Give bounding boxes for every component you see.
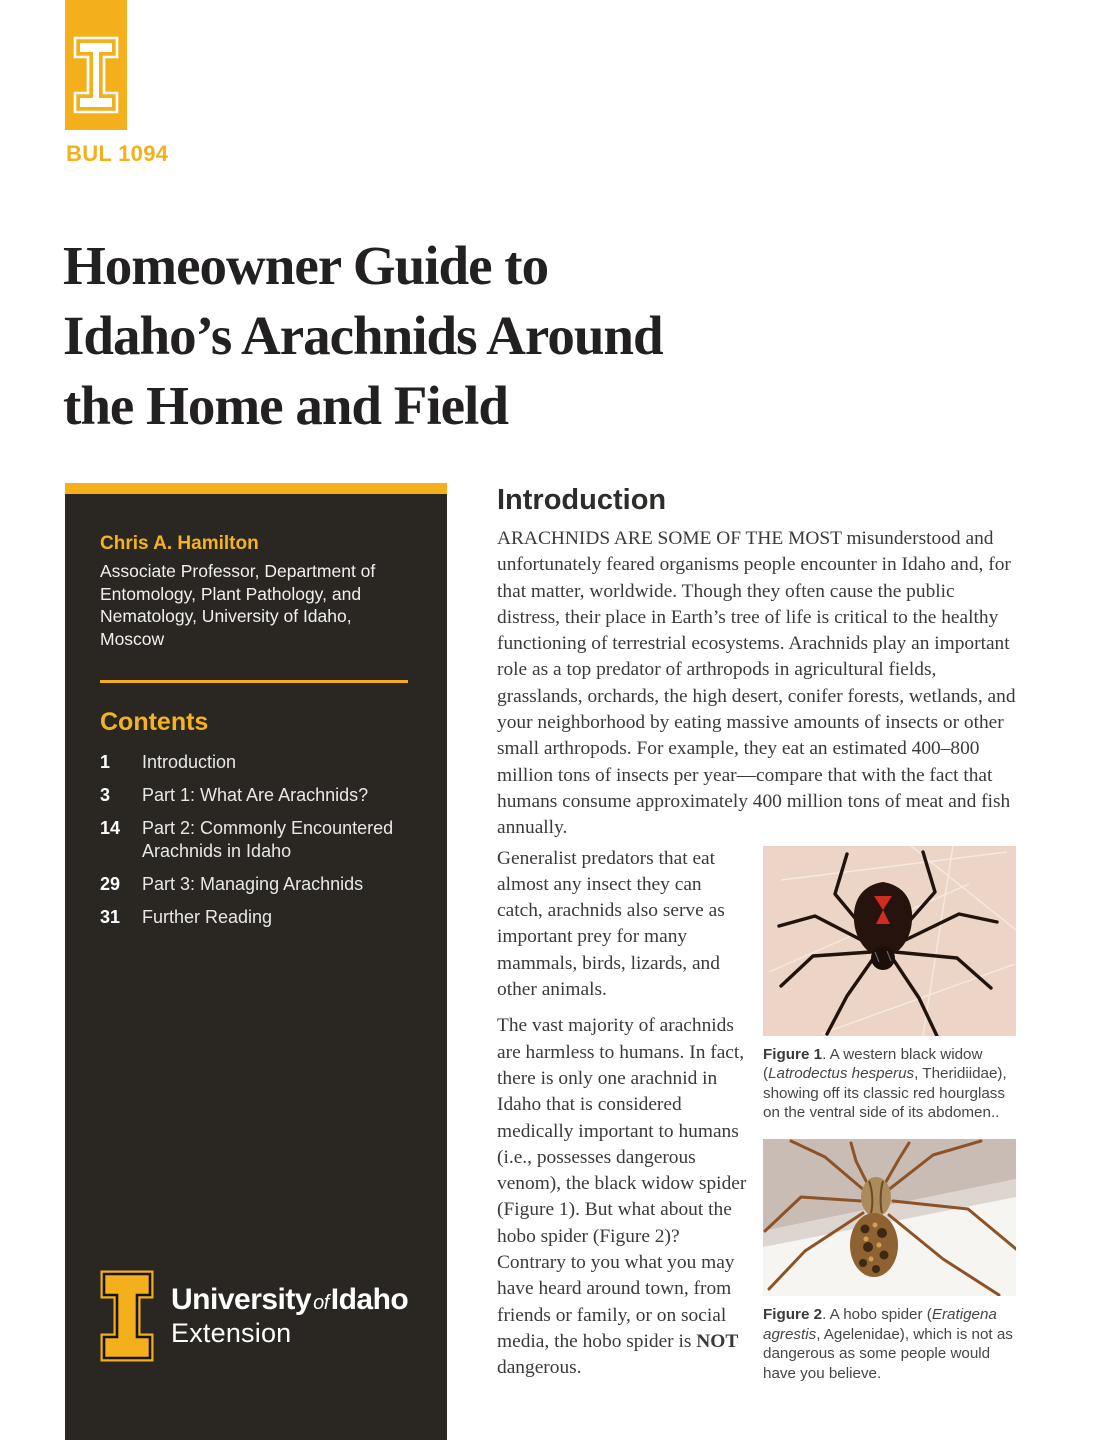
block-i-icon	[73, 36, 119, 114]
sidebar-gold-bar	[65, 483, 447, 494]
black-widow-photo	[763, 846, 1016, 1036]
intro-text-narrow	[497, 846, 747, 1384]
sidebar	[65, 483, 447, 1440]
extension-logo-text	[171, 1284, 408, 1348]
section-heading: Introduction	[497, 484, 667, 516]
toc-page-number: 3	[100, 785, 111, 805]
second-paragraph: The vast majority of arachnids are harmless to humans. In fact, there is only one arachnid in Idaho that is considered medically important to humans (i.e., possesses dangerous venom), the black widow spider (Figure 1). But what about the hobo spider (Figure 2)? Contrary to you what you may have heard around town, from friends or family, or on social media, the hobo spider is NOT dangerous.	[497, 1015, 747, 1379]
toc-entry-introduction	[100, 751, 412, 774]
logo-word-of: of	[313, 1292, 329, 1314]
toc-page-number: 31	[100, 907, 121, 927]
title-line-1: Homeowner Guide to	[63, 235, 549, 296]
university-of-idaho-flag-logo	[65, 0, 127, 130]
toc-label: Further Reading	[142, 907, 273, 927]
author-affiliation: Associate Professor, Department of Entomology, Plant Pathology, and Nematology, University of Idaho, Moscow	[100, 561, 376, 649]
toc-entry-part1	[100, 784, 412, 807]
toc-page-number: 1	[100, 752, 111, 772]
intro-paragraph-narrow: Generalist predators that eat almost any insect they can catch, arachnids also serve as important prey for many mammals, birds, lizards, and other animals.	[497, 847, 725, 1001]
toc-page-number: 14	[100, 818, 121, 838]
toc-page-number: 29	[100, 874, 121, 894]
page-title	[63, 231, 963, 441]
main-column	[497, 484, 1016, 1383]
not-emphasis: NOT	[696, 1330, 739, 1352]
species-name: Eratigena agrestis	[763, 1305, 997, 1343]
figure-1-caption: Figure 1. A western black widow (Latrodectus hesperus, Theridiidae), showing off its classic red hourglass on the ventral side of its abdomen..	[763, 1045, 1007, 1122]
toc-entry-part2	[100, 817, 412, 863]
figure-2	[763, 1139, 1016, 1383]
toc-label: Part 2: Commonly Encountered Arachnids in Idaho	[142, 818, 394, 861]
extension-logo	[100, 1270, 408, 1362]
toc-entry-part3	[100, 873, 412, 896]
toc-label: Introduction	[142, 752, 237, 772]
logo-word-extension: Extension	[171, 1318, 292, 1348]
figure-column	[763, 846, 1016, 1384]
figure-1	[763, 846, 1016, 1123]
species-name: Latrodectus hesperus	[768, 1065, 915, 1083]
bulletin-number: BUL 1094	[66, 141, 169, 166]
hobo-spider-photo	[763, 1139, 1016, 1296]
toc-label: Part 3: Managing Arachnids	[142, 874, 364, 894]
intro-paragraph-wide: ARACHNIDS ARE SOME OF THE MOST misunderstood and unfortunately feared organisms people encounter in Idaho and, for that matter, worldwide. Though they often cause the public distress, their place in Earth’s tree of life is critical to the healthy functioning of terrestrial ecosystems. Arachnids play an important role as a top predator of arthropods in agricultural fields, grasslands, orchards, the high desert, conifer forests, wetlands, and your neighborhood by eating massive amounts of insects or other small arthropods. For example, they eat an estimated 400–800 million tons of insects per year—compare that with the fact that humans consume approximately 400 million tons of meat and fish annually.	[497, 528, 1016, 839]
block-i-gold-icon	[100, 1270, 154, 1362]
logo-word-idaho: Idaho	[330, 1283, 409, 1316]
title-line-3: the Home and Field	[63, 375, 508, 436]
contents-heading: Contents	[100, 708, 209, 736]
logo-word-university: University	[171, 1283, 312, 1316]
title-line-2: Idaho’s Arachnids Around	[63, 305, 663, 366]
toc-label: Part 1: What Are Arachnids?	[142, 785, 369, 805]
sidebar-divider	[100, 680, 408, 683]
author-name: Chris A. Hamilton	[100, 533, 259, 554]
table-of-contents	[100, 751, 412, 929]
toc-entry-further-reading	[100, 906, 412, 929]
figure-2-caption: Figure 2. A hobo spider (Eratigena agrestis, Agelenidae), which is not as dangerous as some people would have you believe.	[763, 1305, 1013, 1382]
